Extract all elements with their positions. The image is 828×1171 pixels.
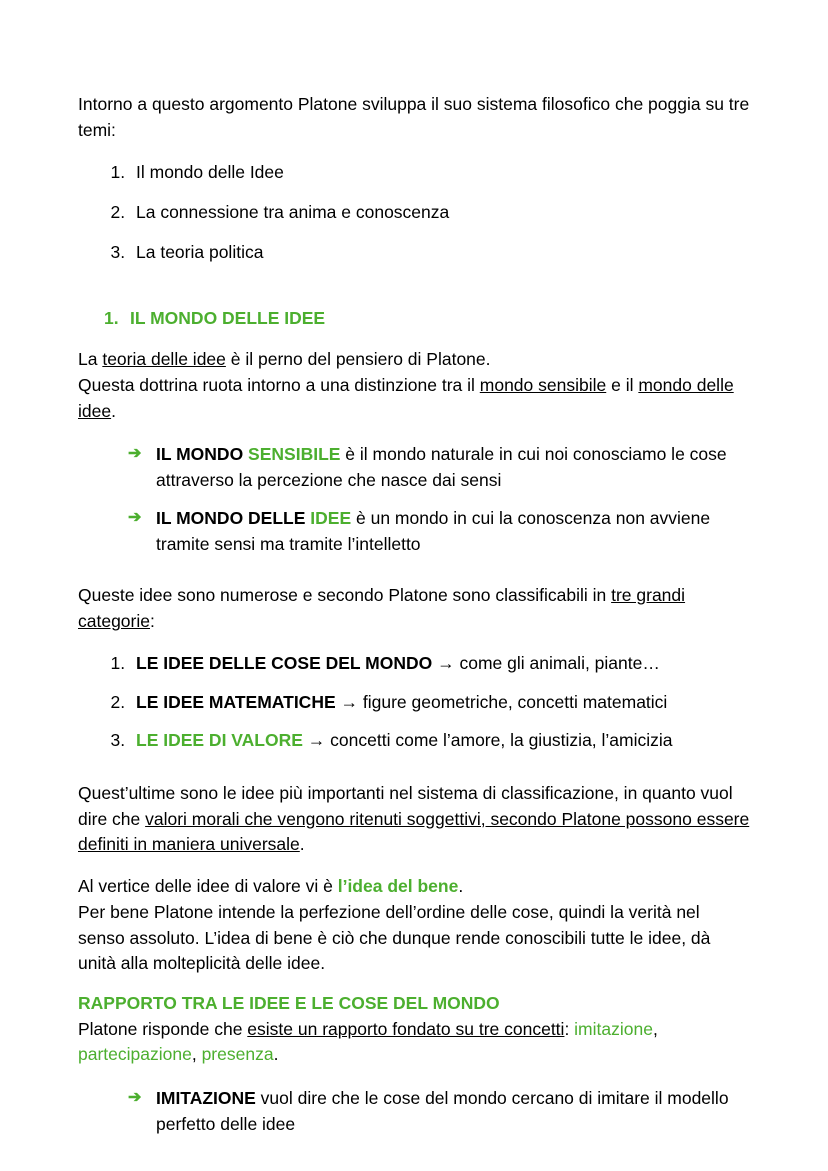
theory-underlined-term: mondo sensibile (479, 375, 607, 396)
concept-imitazione: imitazione (574, 1018, 653, 1039)
relationship-text: . (273, 1044, 279, 1065)
topic-label: La teoria politica (136, 241, 264, 262)
good-idea-line-2: Per bene Platone intende la perfezione dell’ordine delle cose, quindi la verità nel senso assoluto. L’idea di bene è ciò che dunque rende conoscibili tutte le idee, dà unità alla molteplicità delle idee. (78, 901, 711, 974)
good-idea-text: . (458, 876, 464, 897)
category-text: come gli animali, piante… (454, 652, 660, 673)
theory-text: . (111, 400, 116, 421)
world-keyword: SENSIBILE (248, 444, 341, 465)
arrow-icon: → (340, 691, 359, 712)
world-text: è il mondo naturale in cui noi conosciamo le cose attraverso la percezione che nasce dai sensi (156, 444, 727, 491)
theory-text: La (78, 349, 103, 370)
concept-presenza: presenza (201, 1044, 274, 1065)
theory-line-2 (78, 373, 750, 424)
spacer (78, 143, 750, 160)
categories-intro-paragraph (78, 583, 750, 634)
section-heading-mondo-delle-idee (78, 306, 750, 332)
world-keyword: IDEE (310, 507, 352, 528)
spacer (78, 569, 750, 583)
categories-intro-underlined: tre grandi categorie (78, 585, 686, 632)
list-item (128, 442, 750, 493)
topics-list (78, 160, 750, 265)
arrow-bullet-icon: ➔ (128, 1089, 142, 1107)
section-heading-rapporto: RAPPORTO TRA LE IDEE E LE COSE DEL MONDO (78, 992, 500, 1013)
category-text: concetti come l’amore, la giustizia, l’amicizia (325, 730, 673, 751)
list-item (128, 506, 750, 557)
intro-paragraph: Intorno a questo argomento Platone sviluppa il suo sistema filosofico che poggia su tre temi: (78, 94, 750, 140)
categories-intro-text: Queste idee sono numerose e secondo Platone sono classificabili in (78, 585, 612, 606)
relationship-text: , (191, 1044, 202, 1065)
relationship-text: : (564, 1018, 575, 1039)
imitation-text: vuol dire che le cose del mondo cercano di imitare il modello perfetto delle idee (156, 1088, 729, 1134)
theory-text: è il perno del pensiero di Platone. (225, 349, 491, 370)
list-item (130, 651, 750, 677)
topic-label: La connessione tra anima e conoscenza (136, 202, 450, 223)
relationship-text: , (652, 1018, 658, 1039)
list-item (130, 200, 750, 226)
good-idea-keyword: l’idea del bene (337, 876, 459, 897)
list-item (130, 728, 750, 754)
theory-line-1 (78, 347, 750, 373)
spacer (78, 280, 750, 306)
category-label: LE IDEE DI VALORE (136, 730, 303, 751)
imitation-list (78, 1086, 750, 1137)
world-label: IL MONDO (156, 444, 249, 465)
section-title: IL MONDO DELLE IDEE (130, 307, 326, 328)
imitation-label: IMITAZIONE (156, 1088, 256, 1109)
section-number: 1. (104, 307, 119, 328)
list-item (130, 690, 750, 716)
theory-underlined-term: mondo delle idee (78, 375, 734, 421)
world-label: IL MONDO DELLE (156, 507, 311, 528)
document-body (78, 92, 750, 1138)
values-paragraph (78, 781, 750, 858)
arrow-bullet-icon: ➔ (128, 445, 142, 463)
categories-list (78, 651, 750, 754)
spacer (78, 331, 750, 347)
arrow-icon: → (437, 652, 455, 673)
arrow-bullet-icon: ➔ (128, 508, 142, 526)
spacer (78, 858, 750, 874)
values-underlined: valori morali che vengono ritenuti soggettivi, secondo Platone possono essere definiti in maniera universale (78, 808, 750, 855)
values-text: Quest’ultime sono le idee più importanti nel sistema di classificazione, in quanto vuol dire che (78, 782, 733, 829)
relationship-paragraph (78, 1017, 750, 1068)
good-idea-text: Al vertice delle idee di valore vi è (78, 876, 338, 897)
list-item (130, 160, 750, 186)
good-idea-paragraph (78, 874, 750, 977)
category-label: LE IDEE DELLE COSE DEL MONDO (136, 652, 433, 673)
category-text: figure geometriche, concetti matematici (358, 691, 668, 712)
spacer (78, 1068, 750, 1086)
concept-partecipazione: partecipazione (78, 1044, 192, 1065)
relationship-text: Platone risponde che (78, 1018, 248, 1039)
good-idea-line-1 (78, 874, 750, 900)
spacer (78, 635, 750, 651)
categories-intro-text: : (150, 611, 155, 632)
arrow-icon: → (307, 730, 326, 751)
relationship-underlined: esiste un rapporto fondato su tre concetti (247, 1018, 565, 1039)
spacer (78, 424, 750, 442)
theory-paragraph (78, 347, 750, 424)
list-item (128, 1086, 750, 1137)
theory-text: e il (606, 375, 639, 396)
spacer (78, 977, 750, 991)
spacer (78, 767, 750, 781)
list-item (130, 240, 750, 266)
theory-underlined-term: teoria delle idee (102, 349, 226, 370)
world-text: è un mondo in cui la conoscenza non avviene tramite sensi ma tramite l’intelletto (156, 507, 711, 554)
values-text: . (299, 834, 305, 855)
theory-text: Questa dottrina ruota intorno a una distinzione tra il (78, 375, 480, 396)
worlds-list (78, 442, 750, 557)
topic-label: Il mondo delle Idee (136, 162, 284, 183)
category-label: LE IDEE MATEMATICHE (136, 691, 336, 712)
